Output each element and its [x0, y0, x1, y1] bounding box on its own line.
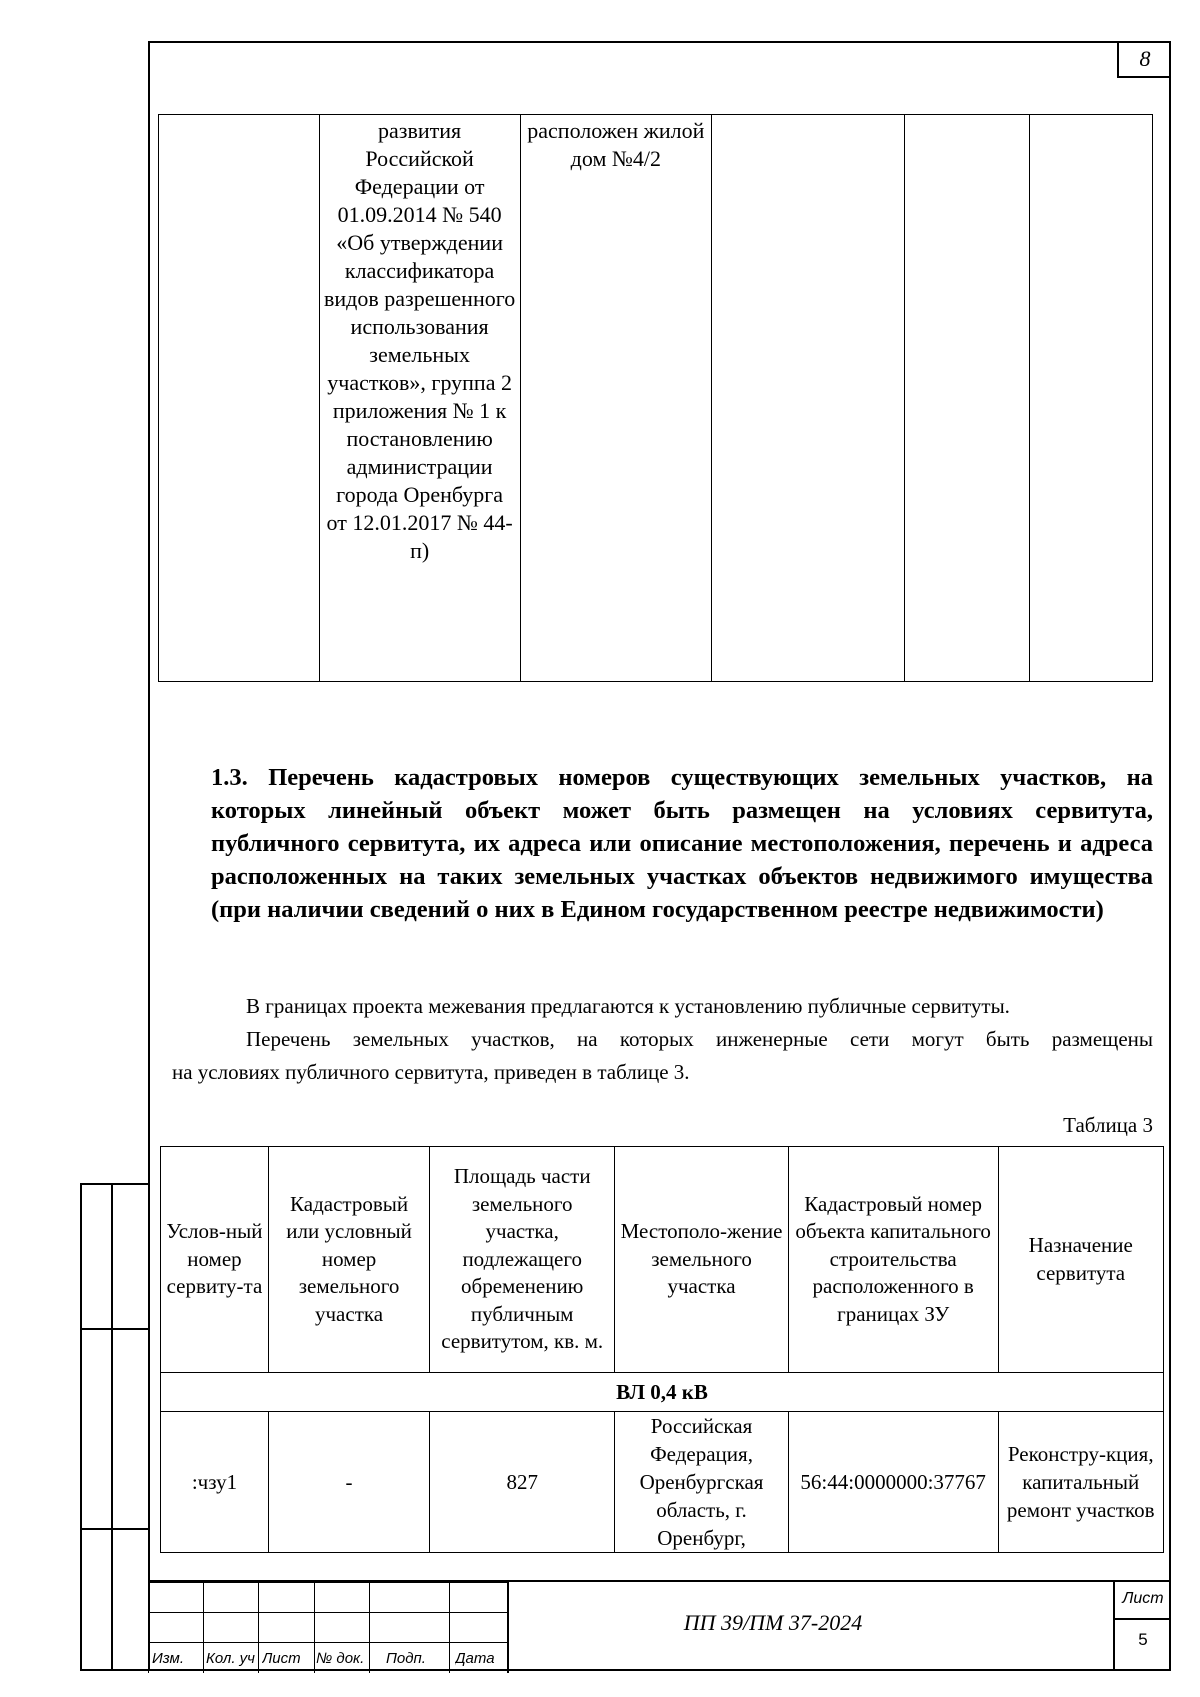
continued-table-cell — [712, 115, 905, 682]
table-row — [161, 1412, 1164, 1553]
column-header: Кадастровый номер объекта капитального строительства расположенного в границах ЗУ — [788, 1147, 998, 1373]
continued-table-cell: расположен жилой дом №4/2 — [520, 115, 712, 682]
column-header: Кадастровый или условный номер земельного участка — [268, 1147, 429, 1373]
cell-location: Российская Федерация, Оренбургская область, г. Оренбург, — [615, 1412, 789, 1553]
cell-object-cadastral: 56:44:0000000:37767 — [788, 1412, 998, 1553]
group-label: ВЛ 0,4 кВ — [161, 1373, 1164, 1412]
table-group-row — [161, 1373, 1164, 1412]
binding-strip — [80, 1183, 148, 1671]
continued-table-cell: развития Российской Федерации от 01.09.2014 № 540 «Об утверждении классификатора видов разрешенного использования земельных участков», группа 2 приложения № 1 к постановлению администрации города Оренбурга от 12.01.2017 № 44-п) — [319, 115, 520, 682]
grid-line — [148, 1582, 149, 1673]
stamp-label: Кол. уч — [206, 1650, 255, 1667]
continued-table-cell — [159, 115, 320, 682]
stamp-label: № док. — [316, 1650, 365, 1667]
servitude-table — [160, 1146, 1164, 1553]
paragraph: В границах проекта межевания предлагаются к установлению публичные сервитуты. — [246, 994, 1010, 1018]
grid-line — [148, 1612, 507, 1613]
sheet-label: Лист — [1122, 1590, 1164, 1607]
sheet-box-divider — [1115, 1618, 1171, 1620]
paragraph: на условиях публичного сервитута, приведен в таблице 3. — [172, 1060, 690, 1084]
column-header: Услов-ный номер сервиту-та — [161, 1147, 269, 1373]
cell-cadastral-number: - — [268, 1412, 429, 1553]
table-header-row — [161, 1147, 1164, 1373]
stamp-label: Подп. — [386, 1650, 426, 1667]
stamp-divider — [507, 1582, 509, 1673]
cell-purpose: Реконстру-кция, капитальный ремонт участков — [998, 1412, 1164, 1553]
continued-table-cell — [904, 115, 1030, 682]
grid-line — [449, 1582, 450, 1673]
cell-servitude-number: :чзу1 — [161, 1412, 269, 1553]
grid-line — [148, 1582, 507, 1583]
section-heading: 1.3. Перечень кадастровых номеров существующих земельных участков, на которых линейный объект может быть размещен на условиях сервитута, публичного сервитута, их адреса или описание местоположения, перечень и адреса расположенных на таких земельных участках объектов недвижимого имущества (при наличии сведений о них в Едином государственном реестре недвижимости) — [211, 764, 1153, 923]
sheet-box — [1113, 1582, 1171, 1671]
grid-line — [258, 1582, 259, 1673]
paragraph: Перечень земельных участков, на которых инженерные сети могут быть размещены — [246, 1027, 1153, 1051]
grid-line — [203, 1582, 204, 1673]
grid-line — [369, 1582, 370, 1673]
revision-grid — [148, 1582, 507, 1673]
cell-area: 827 — [430, 1412, 615, 1553]
stamp-label: Дата — [455, 1650, 495, 1667]
stamp-label: Лист — [262, 1650, 301, 1667]
grid-line — [314, 1582, 315, 1673]
page-number: 8 — [1117, 41, 1171, 78]
table-caption: Таблица 3 — [1063, 1113, 1153, 1137]
sheet-number: 5 — [1138, 1630, 1148, 1649]
document-code: ПП 39/ПМ 37-2024 — [683, 1610, 863, 1635]
binding-strip-divider — [82, 1528, 150, 1530]
column-header: Площадь части земельного участка, подлежащего обременению публичным сервитутом, кв. м. — [430, 1147, 615, 1373]
continued-table — [158, 114, 1153, 682]
title-block — [148, 1580, 1171, 1671]
binding-strip-divider — [82, 1328, 150, 1330]
column-header: Местополо-жение земельного участка — [615, 1147, 789, 1373]
grid-line — [148, 1642, 507, 1643]
continued-table-cell — [1030, 115, 1153, 682]
column-header: Назначение сервитута — [998, 1147, 1164, 1373]
binding-strip-divider — [111, 1185, 113, 1669]
stamp-label: Изм. — [152, 1650, 184, 1667]
